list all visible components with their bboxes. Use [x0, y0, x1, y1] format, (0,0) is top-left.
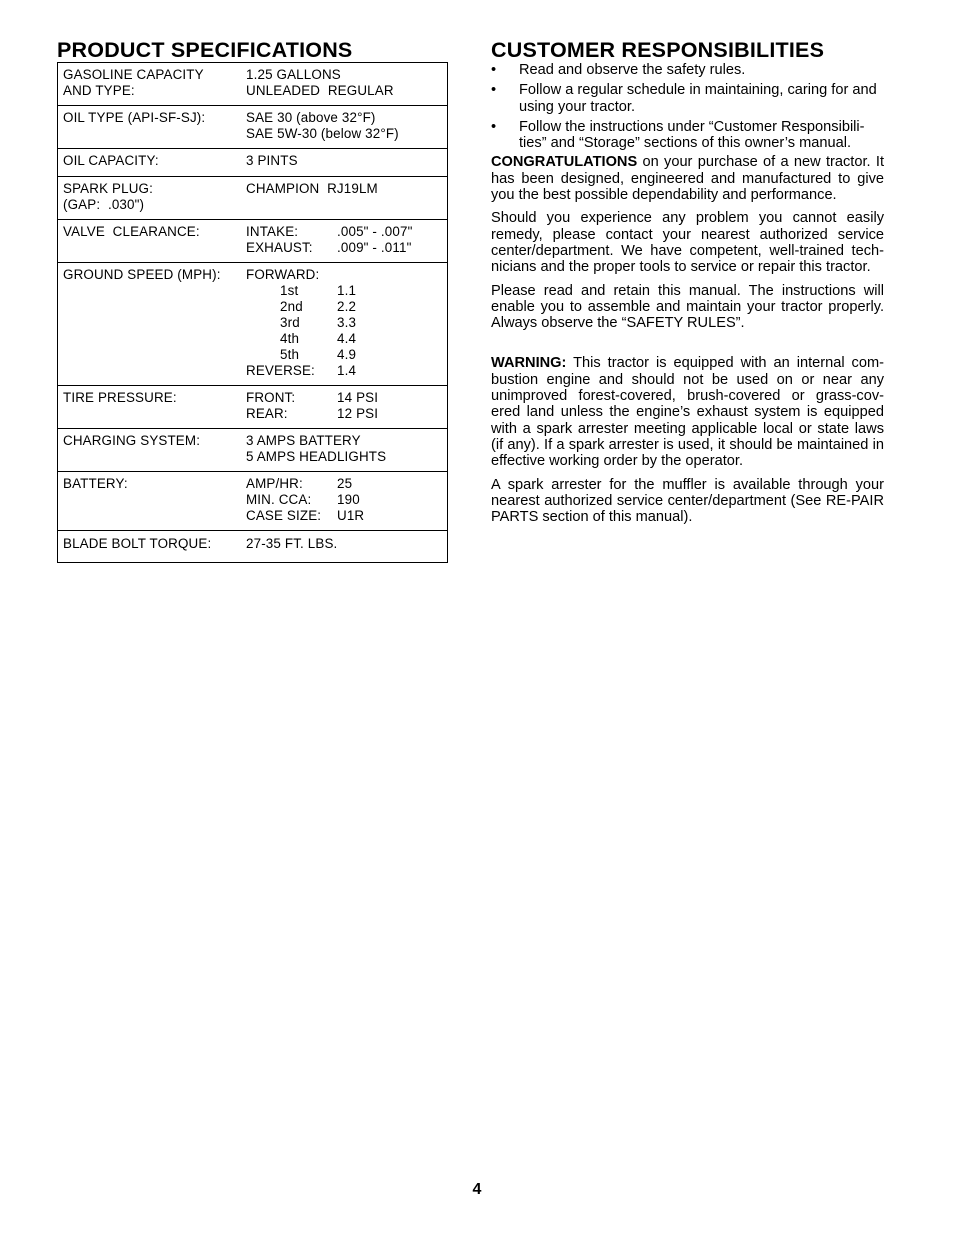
oil-type-value-line1: SAE 30 (above 32°F) — [246, 110, 376, 125]
intake-label: INTAKE: — [246, 224, 299, 239]
gear-label: 3rd — [280, 315, 300, 330]
gasoline-value-line2: UNLEADED REGULAR — [246, 83, 394, 98]
spec-row-ground-speed — [58, 263, 447, 386]
product-specifications-heading: PRODUCT SPECIFICATIONS — [57, 38, 353, 62]
case-size-value: U1R — [337, 508, 365, 523]
spark-plug-value: CHAMPION RJ19LM — [246, 181, 378, 196]
oil-capacity-value: 3 PINTS — [246, 153, 298, 168]
blade-bolt-torque-label: BLADE BOLT TORQUE: — [63, 536, 212, 551]
list-item — [491, 119, 884, 152]
spec-row-oil-capacity — [58, 149, 447, 177]
list-item-text: Follow the instructions under “Customer Responsibili- — [519, 118, 865, 135]
congratulations-text: on your purchase of a new tractor. It has been designed, engineered and manufactured to give you the best possible dependability and performance. — [491, 154, 884, 204]
specifications-table — [57, 62, 448, 563]
charging-value-line2: 5 AMPS HEADLIGHTS — [246, 449, 387, 464]
list-item — [491, 82, 884, 115]
forward-label: FORWARD: — [246, 267, 320, 282]
congratulations-paragraph — [491, 154, 884, 203]
list-item — [491, 62, 884, 78]
list-item-text: Follow a regular schedule in maintaining, caring for and — [519, 82, 877, 99]
responsibilities-list — [491, 62, 884, 151]
oil-type-label: OIL TYPE (API-SF-SJ): — [63, 110, 206, 125]
rear-tire-label: REAR: — [246, 406, 288, 421]
spec-row-oil-type — [58, 106, 447, 149]
manual-paragraph: Please read and retain this manual. The instructions will enable you to assemble and maintain your tractor properly. Always observe the “SAFETY RULES”. — [491, 282, 884, 332]
spark-arrester-paragraph: A spark arrester for the muffler is available through your nearest authorized service center/department (See RE-PAIR PARTS section of this manual). — [491, 476, 884, 526]
gasoline-label-line1: GASOLINE CAPACITY — [63, 67, 204, 82]
front-tire-label: FRONT: — [246, 390, 296, 405]
min-cca-label: MIN. CCA: — [246, 492, 312, 507]
charging-value-line1: 3 AMPS BATTERY — [246, 433, 361, 448]
bullet-icon: • — [491, 118, 497, 135]
spec-row-spark-plug — [58, 177, 447, 220]
warning-text: This tractor is equipped with an internal com-bustion engine and should not be used on or near any unimproved forest-covered, brush-covered or grass-cov-ered land unless the engine’s exhaust system is equipped with a spark arrester meeting applicable local or state laws (if any). If a spark arrester is used, it should be maintained in effective working order by the operator. — [491, 355, 884, 470]
spec-row-gasoline — [58, 63, 447, 106]
spec-row-battery — [58, 472, 447, 531]
gear-label: 5th — [280, 347, 300, 362]
bullet-icon: • — [491, 62, 497, 78]
gasoline-label-line2: AND TYPE: — [63, 83, 135, 98]
congratulations-bold: CONGRATULATIONS — [491, 154, 638, 171]
gear-label: 2nd — [280, 299, 303, 314]
gear-speed: 1.1 — [337, 283, 357, 298]
ground-speed-label: GROUND SPEED (MPH): — [63, 267, 221, 282]
spark-plug-label: SPARK PLUG: — [63, 181, 153, 196]
blade-bolt-torque-value: 27-35 FT. LBS. — [246, 536, 338, 551]
intake-value: .005" - .007" — [337, 224, 413, 239]
reverse-value: 1.4 — [337, 363, 357, 378]
customer-responsibilities-section — [491, 62, 884, 525]
rear-tire-value: 12 PSI — [337, 406, 379, 421]
spark-plug-gap-label: (GAP: .030") — [63, 197, 145, 212]
list-item-text: Read and observe the safety rules. — [519, 62, 746, 78]
reverse-label: REVERSE: — [246, 363, 315, 378]
tire-pressure-label: TIRE PRESSURE: — [63, 390, 177, 405]
list-item-text: ties” and “Storage” sections of this owner’s manual. — [519, 135, 852, 152]
battery-label: BATTERY: — [63, 476, 128, 491]
gasoline-value-line1: 1.25 GALLONS — [246, 67, 341, 82]
gear-label: 4th — [280, 331, 300, 346]
case-size-label: CASE SIZE: — [246, 508, 322, 523]
spec-row-tire-pressure — [58, 386, 447, 429]
customer-responsibilities-heading: CUSTOMER RESPONSIBILITIES — [491, 38, 825, 62]
front-tire-value: 14 PSI — [337, 390, 379, 405]
gear-speed: 4.4 — [337, 331, 357, 346]
gear-speed: 3.3 — [337, 315, 357, 330]
spec-row-charging-system — [58, 429, 447, 472]
gear-speed: 4.9 — [337, 347, 357, 362]
exhaust-label: EXHAUST: — [246, 240, 313, 255]
oil-capacity-label: OIL CAPACITY: — [63, 153, 159, 168]
bullet-icon: • — [491, 82, 497, 99]
min-cca-value: 190 — [337, 492, 360, 507]
service-paragraph: Should you experience any problem you cannot easily remedy, please contact your nearest authorized service center/department. We have competent, well-trained tech-nicians and the proper tools to service or repair this tractor. — [491, 210, 884, 276]
amp-hr-label: AMP/HR: — [246, 476, 303, 491]
spec-row-blade-bolt-torque — [58, 531, 447, 562]
spec-row-valve-clearance — [58, 220, 447, 263]
amp-hr-value: 25 — [337, 476, 353, 491]
valve-clearance-label: VALVE CLEARANCE: — [63, 224, 200, 239]
oil-type-value-line2: SAE 5W-30 (below 32°F) — [246, 126, 399, 141]
exhaust-value: .009" - .011" — [337, 240, 412, 255]
warning-paragraph — [491, 355, 884, 469]
list-item-text: using your tractor. — [519, 98, 635, 115]
gear-speed: 2.2 — [337, 299, 357, 314]
page-number: 4 — [472, 1181, 482, 1198]
warning-bold: WARNING: — [491, 355, 567, 372]
gear-label: 1st — [280, 283, 299, 298]
charging-system-label: CHARGING SYSTEM: — [63, 433, 201, 448]
